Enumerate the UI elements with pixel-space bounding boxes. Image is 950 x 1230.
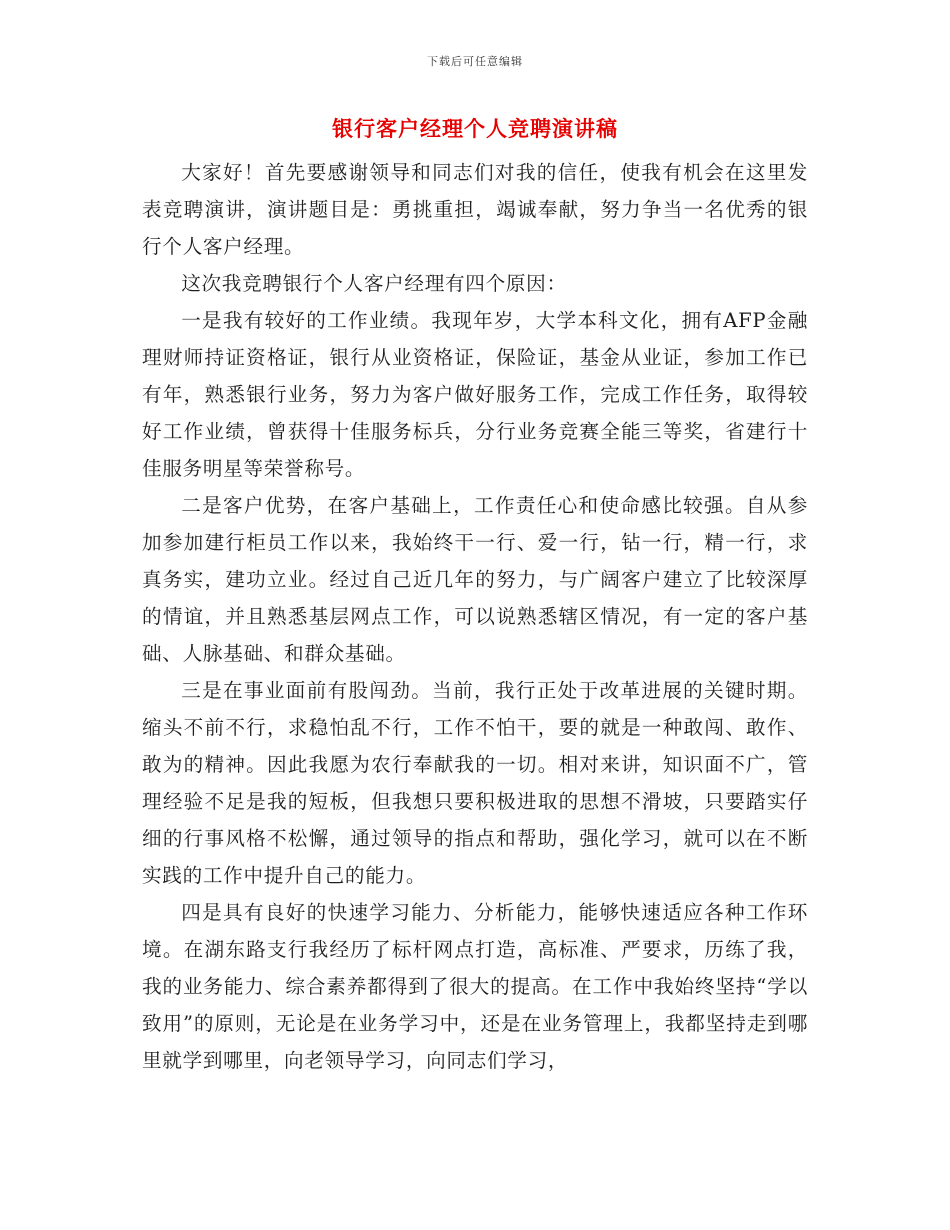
paragraph-reason-three: 三是在事业面前有股闯劲。当前，我行正处于改革进展的关键时期。缩头不前不行，求稳怕乱不行，工作不怕干，要的就是一种敢闯、敢作、敢为的精神。因此我愿为农行奉献我的一切。相对来讲，知识面不广，管理经验不足是我的短板，但我想只要积极进取的思想不滑坡，只要踏实仔细的行事风格不松懈，通过领导的指点和帮助，强化学习，就可以在不断实践的工作中提升自己的能力。 <box>142 679 808 887</box>
paragraph-reason-one: 一是我有较好的工作业绩。我现年岁，大学本科文化，拥有AFP金融理财师持证资格证，银行从业资格证，保险证，基金从业证，参加工作已有年，熟悉银行业务，努力为客户做好服务工作，完成工作任务，取得较好工作业绩，曾获得十佳服务标兵，分行业务竞赛全能三等奖，省建行十佳服务明星等荣誉称号。 <box>142 309 808 480</box>
paragraph-reason-four: 四是具有良好的快速学习能力、分析能力，能够快速适应各种工作环境。在湖东路支行我经历了标杆网点打造，高标准、严要求，历练了我，我的业务能力、综合素养都得到了很大的提高。在工作中我始终坚持“学以致用”的原则，无论是在业务学习中，还是在业务管理上，我都坚持走到哪里就学到哪里，向老领导学习，向同志们学习， <box>142 901 808 1072</box>
body-text <box>142 154 808 1079</box>
page-title: 银行客户经理个人竞聘演讲稿 <box>332 116 618 141</box>
paragraph-greeting: 大家好！首先要感谢领导和同志们对我的信任，使我有机会在这里发表竞聘演讲，演讲题目是：勇挑重担，竭诚奉献，努力争当一名优秀的银行个人客户经理。 <box>142 161 808 258</box>
paragraph-reason-two: 二是客户优势，在客户基础上，工作责任心和使命感比较强。自从参加参加建行柜员工作以来，我始终干一行、爱一行，钻一行，精一行，求真务实，建功立业。经过自己近几年的努力，与广阔客户建立了比较深厚的情谊，并且熟悉基层网点工作，可以说熟悉辖区情况，有一定的客户基础、人脉基础、和群众基础。 <box>142 494 808 665</box>
paragraph-reasons-intro: 这次我竞聘银行个人客户经理有四个原因： <box>181 272 567 295</box>
header-note: 下载后可任意编辑 <box>427 55 523 68</box>
